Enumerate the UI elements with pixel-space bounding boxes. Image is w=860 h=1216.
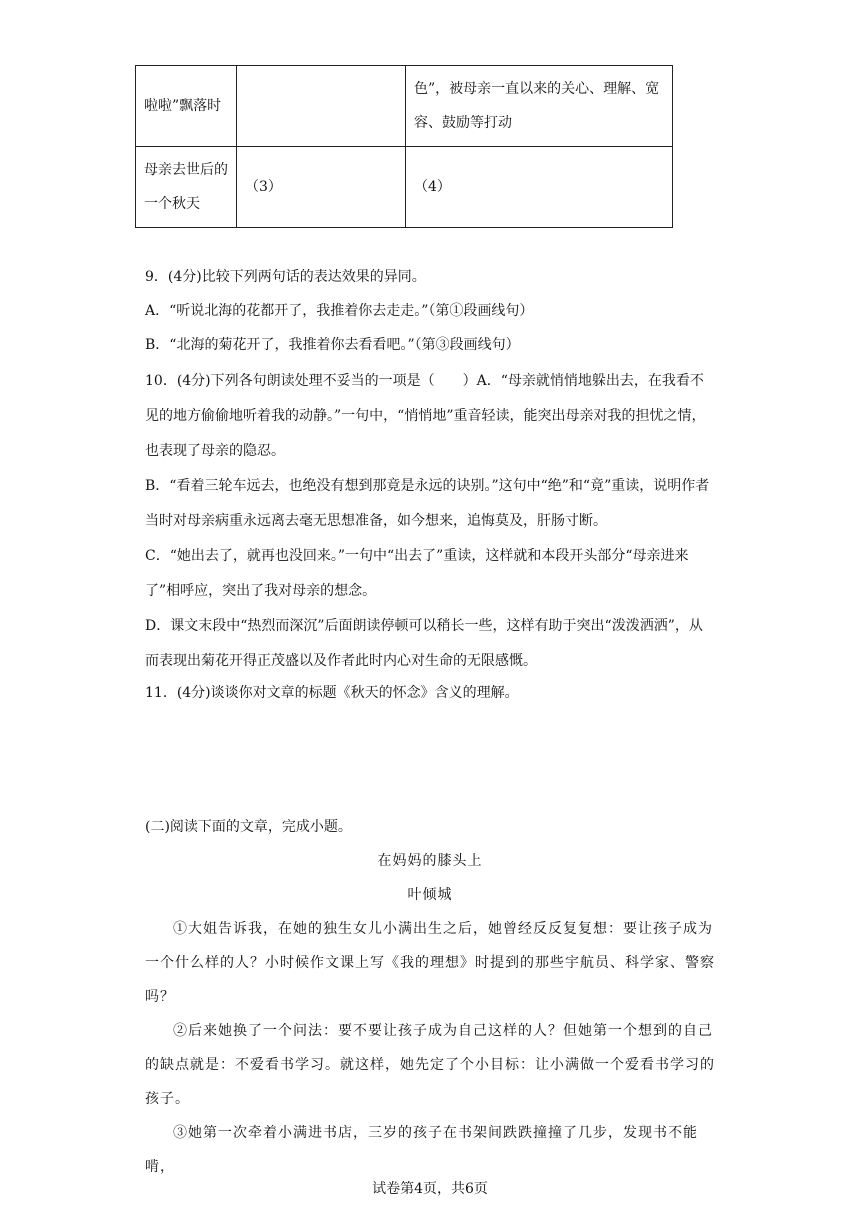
essay xyxy=(145,844,715,1184)
section-instruction xyxy=(145,810,715,844)
paragraph: ①大姐告诉我，在她的独生女儿小满出生之后，她曾经反反复复想：要让孩子成为一个什么样的人？小时候作文课上写《我的理想》时提到的那些宇航员、科学家、警察吗？ xyxy=(145,921,715,1005)
question-stem: 11．(4分)谈谈你对文章的标题《秋天的怀念》含义的理解。 xyxy=(145,685,519,701)
table-row xyxy=(136,66,673,147)
table-cell: （4） xyxy=(406,147,673,228)
option-a: A．“听说北海的花都开了，我推着你去走走。”（第①段画线句） xyxy=(145,303,534,319)
table-cell xyxy=(237,66,406,147)
option-c: C．“她出去了，就再也没回来。”一句中“出去了”重读，这样就和本段开头部分“母亲进来了”相呼应，突出了我对母亲的想念。 xyxy=(145,548,689,599)
question-stem: 10．(4分)下列各句朗读处理不妥当的一项是（ ）A．“母亲就悄悄地躲出去，在我看不见的地方偷偷地听着我的动静。”一句中，“悄悄地”重音轻读，能突出母亲对我的担忧之情，也表现了母亲的隐忍。 xyxy=(145,373,706,459)
instruction-text: (二)阅读下面的文章，完成小题。 xyxy=(145,819,352,835)
table-cell: 母亲去世后的一个秋天 xyxy=(136,147,237,228)
table-cell: （3） xyxy=(237,147,406,228)
question-9 xyxy=(145,260,715,362)
table-row xyxy=(136,147,673,228)
option-b: B．“看着三轮车远去，也绝没有想到那竟是永远的诀别。”这句中“绝”和“竟”重读，说明作者当时对母亲病重永远离去毫无思想准备，如今想来，追悔莫及，肝肠寸断。 xyxy=(145,478,710,529)
page-footer: 试卷第4页，共6页 xyxy=(372,1181,488,1197)
question-11 xyxy=(145,676,715,710)
table-cell: 色”，被母亲一直以来的关心、理解、宽容、鼓励等打动 xyxy=(406,66,673,147)
option-b: B．“北海的菊花开了，我推着你去看看吧。”（第③段画线句） xyxy=(145,337,520,353)
paragraph: ②后来她换了一个问法：要不要让孩子成为自己这样的人？但她第一个想到的自己的缺点就是：不爱看书学习。就这样，她先定了个小目标：让小满做一个爱看书学习的孩子。 xyxy=(145,1023,715,1107)
question-10 xyxy=(145,364,715,679)
table-cell: 啦啦”飘落时 xyxy=(136,66,237,147)
essay-author: 叶倾城 xyxy=(407,887,453,903)
option-d: D．课文末段中“热烈而深沉”后面朗读停顿可以稍长一些，这样有助于突出“泼泼洒洒”，从而表现出菊花开得正茂盛以及作者此时内心对生命的无限感慨。 xyxy=(145,618,703,669)
question-stem: 9．(4分)比较下列两句话的表达效果的异同。 xyxy=(145,269,426,285)
paragraph: ③她第一次牵着小满进书店，三岁的孩子在书架间跌跌撞撞了几步，发现书不能啃， xyxy=(145,1125,698,1175)
essay-title: 在妈妈的膝头上 xyxy=(377,853,483,869)
answer-table xyxy=(135,65,673,228)
